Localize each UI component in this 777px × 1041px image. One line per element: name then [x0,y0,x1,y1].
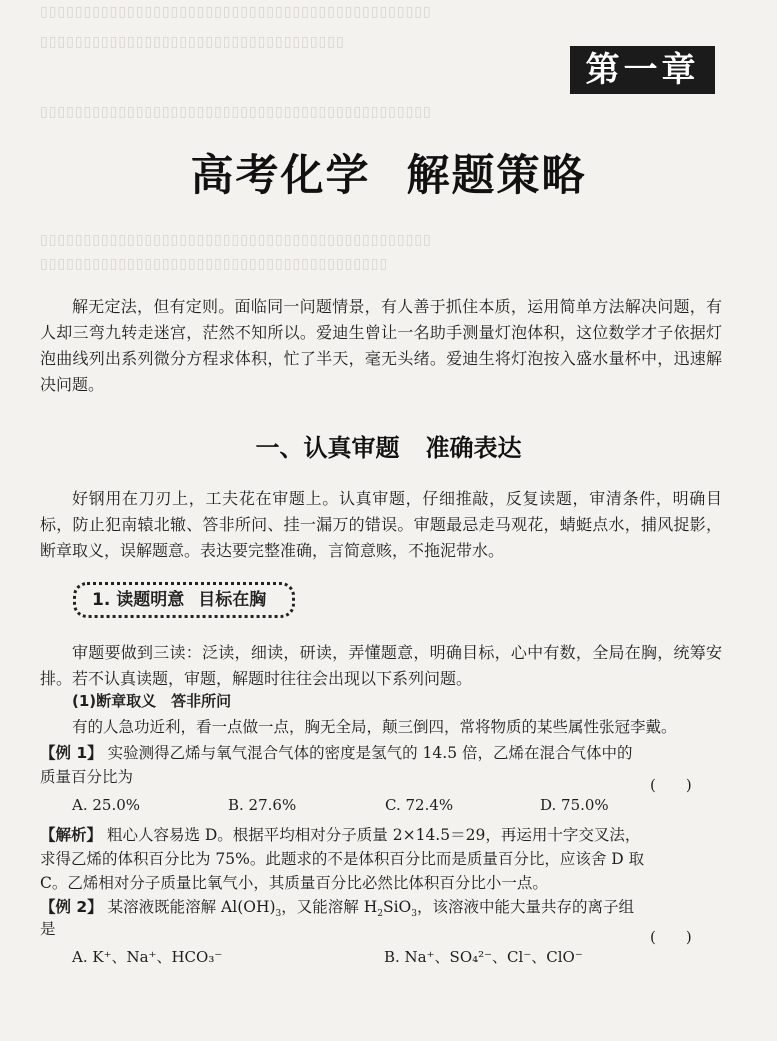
example-1-label: 【例 1】 [40,744,103,762]
bleed-through-text: ▯▯▯▯▯▯▯▯▯▯▯▯▯▯▯▯▯▯▯▯▯▯▯▯▯▯▯▯▯▯▯▯▯▯▯▯▯▯▯▯▯▯▯▯▯ [40,4,432,20]
example-1-line-1: 【例 1】 实验测得乙烯与氧气混合气体的密度是氢气的 14.5 倍，乙烯在混合气体中的 [40,744,633,762]
analysis-label: 【解析】 [40,826,103,844]
example-2-line-1: 【例 2】 某溶液既能溶解 $Al(OH)_3$，又能溶解 $H_2SiO_3$，该溶液中能大量共存的离子组 [40,898,634,920]
option-a: A. K⁺、Na⁺、HCO₃⁻ [72,948,223,966]
page-title [0,142,777,203]
point-heading: (1)断章取义 答非所问 [72,692,232,710]
title-part-2: 解题策略 [406,151,587,201]
analysis-line-1: 【解析】 粗心人容易选 D。根据平均相对分子质量 2×14.5＝29，再运用十字交叉法， [40,826,641,844]
title-part-1: 高考化学 [190,151,371,201]
option-b: B. 27.6% [228,796,297,814]
intro-paragraph: 解无定法，但有定则。面临同一问题情景，有人善于抓住本质，运用简单方法解决问题，有人却三弯九转走迷宫，茫然不知所以。爱迪生曾让一名助手测量灯泡体积，这位数学才子依据灯泡曲线列出系列微分方程求体积，忙了半天，毫无头绪。爱迪生将灯泡按入盛水量杯中，迅速解决问题。 [40,297,722,394]
option-d: D. 75.0% [540,796,609,814]
bleed-through-text: ▯▯▯▯▯▯▯▯▯▯▯▯▯▯▯▯▯▯▯▯▯▯▯▯▯▯▯▯▯▯▯▯▯▯▯ [40,34,345,50]
analysis-line-2: 求得乙烯的体积百分比为 75%。此题求的不是体积百分比而是质量百分比，应该舍 D 取 [40,850,645,868]
subsection-heading-part-1: 1. 读题明意 [92,590,185,610]
option-b: B. Na⁺、SO₄²⁻、Cl⁻、ClO⁻ [384,948,583,966]
answer-bracket: ( ) [650,928,692,946]
answer-bracket: ( ) [650,776,692,794]
example-2-line-2: 是 [40,920,56,938]
analysis-line-3: C。乙烯相对分子质量比氧气小，其质量百分比必然比体积百分比小一点。 [40,874,548,892]
subsection-heading [73,582,295,618]
bleed-through-text: ▯▯▯▯▯▯▯▯▯▯▯▯▯▯▯▯▯▯▯▯▯▯▯▯▯▯▯▯▯▯▯▯▯▯▯▯▯▯▯▯ [40,256,389,272]
option-c: C. 72.4% [385,796,454,814]
bleed-through-text: ▯▯▯▯▯▯▯▯▯▯▯▯▯▯▯▯▯▯▯▯▯▯▯▯▯▯▯▯▯▯▯▯▯▯▯▯▯▯▯▯▯▯▯▯▯ [40,104,432,120]
chapter-tab: 第一章 [570,46,715,94]
example-2-label: 【例 2】 [40,898,103,916]
section-heading [0,428,777,463]
section-paragraph: 好钢用在刀刃上，工夫花在审题上。认真审题，仔细推敲，反复读题，审清条件，明确目标，防止犯南辕北辙、答非所问、挂一漏万的错误。审题最忌走马观花，蜻蜓点水，捕风捉影，断章取义，误解题意。表达要完整准确，言简意赅，不拖泥带水。 [40,489,722,560]
bleed-through-text: ▯▯▯▯▯▯▯▯▯▯▯▯▯▯▯▯▯▯▯▯▯▯▯▯▯▯▯▯▯▯▯▯▯▯▯▯▯▯▯▯▯▯▯▯▯ [40,232,432,248]
example-1-line-2: 质量百分比为 [40,768,134,786]
section-heading-part-2: 准确表达 [425,434,522,462]
section-heading-part-1: 一、认真审题 [255,434,400,462]
subsection-heading-part-2: 目标在胸 [198,590,267,610]
subsection-paragraph: 审题要做到三读：泛读，细读，研读，弄懂题意，明确目标，心中有数，全局在胸，统筹安排。若不认真读题，审题，解题时往往会出现以下系列问题。 [40,643,722,688]
option-a: A. 25.0% [72,796,141,814]
point-text: 有的人急功近利，看一点做一点，胸无全局，颠三倒四，常将物质的某些属性张冠李戴。 [72,718,677,736]
